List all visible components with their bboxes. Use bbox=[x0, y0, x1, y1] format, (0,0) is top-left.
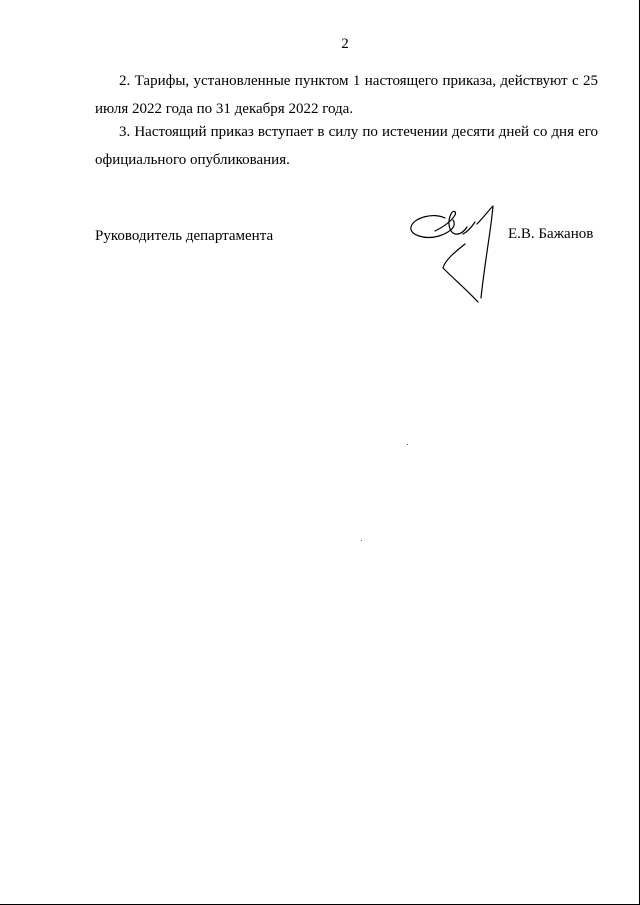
page-number: 2 bbox=[341, 36, 349, 52]
signer-title: Руководитель департамента bbox=[95, 228, 274, 244]
signer-name: Е.В. Бажанов bbox=[508, 226, 594, 242]
scan-speck bbox=[407, 444, 408, 445]
scan-speck bbox=[361, 540, 362, 541]
handwritten-signature bbox=[405, 200, 505, 306]
paragraph-tariff-period: 2. Тарифы, установленные пунктом 1 настоящего приказа, действуют с 25 июля 2022 года по 31 декабря 2022 года. bbox=[95, 73, 598, 117]
paragraph-effective-date: 3. Настоящий приказ вступает в силу по истечении десяти дней со дня его официального опубликования. bbox=[95, 124, 598, 168]
